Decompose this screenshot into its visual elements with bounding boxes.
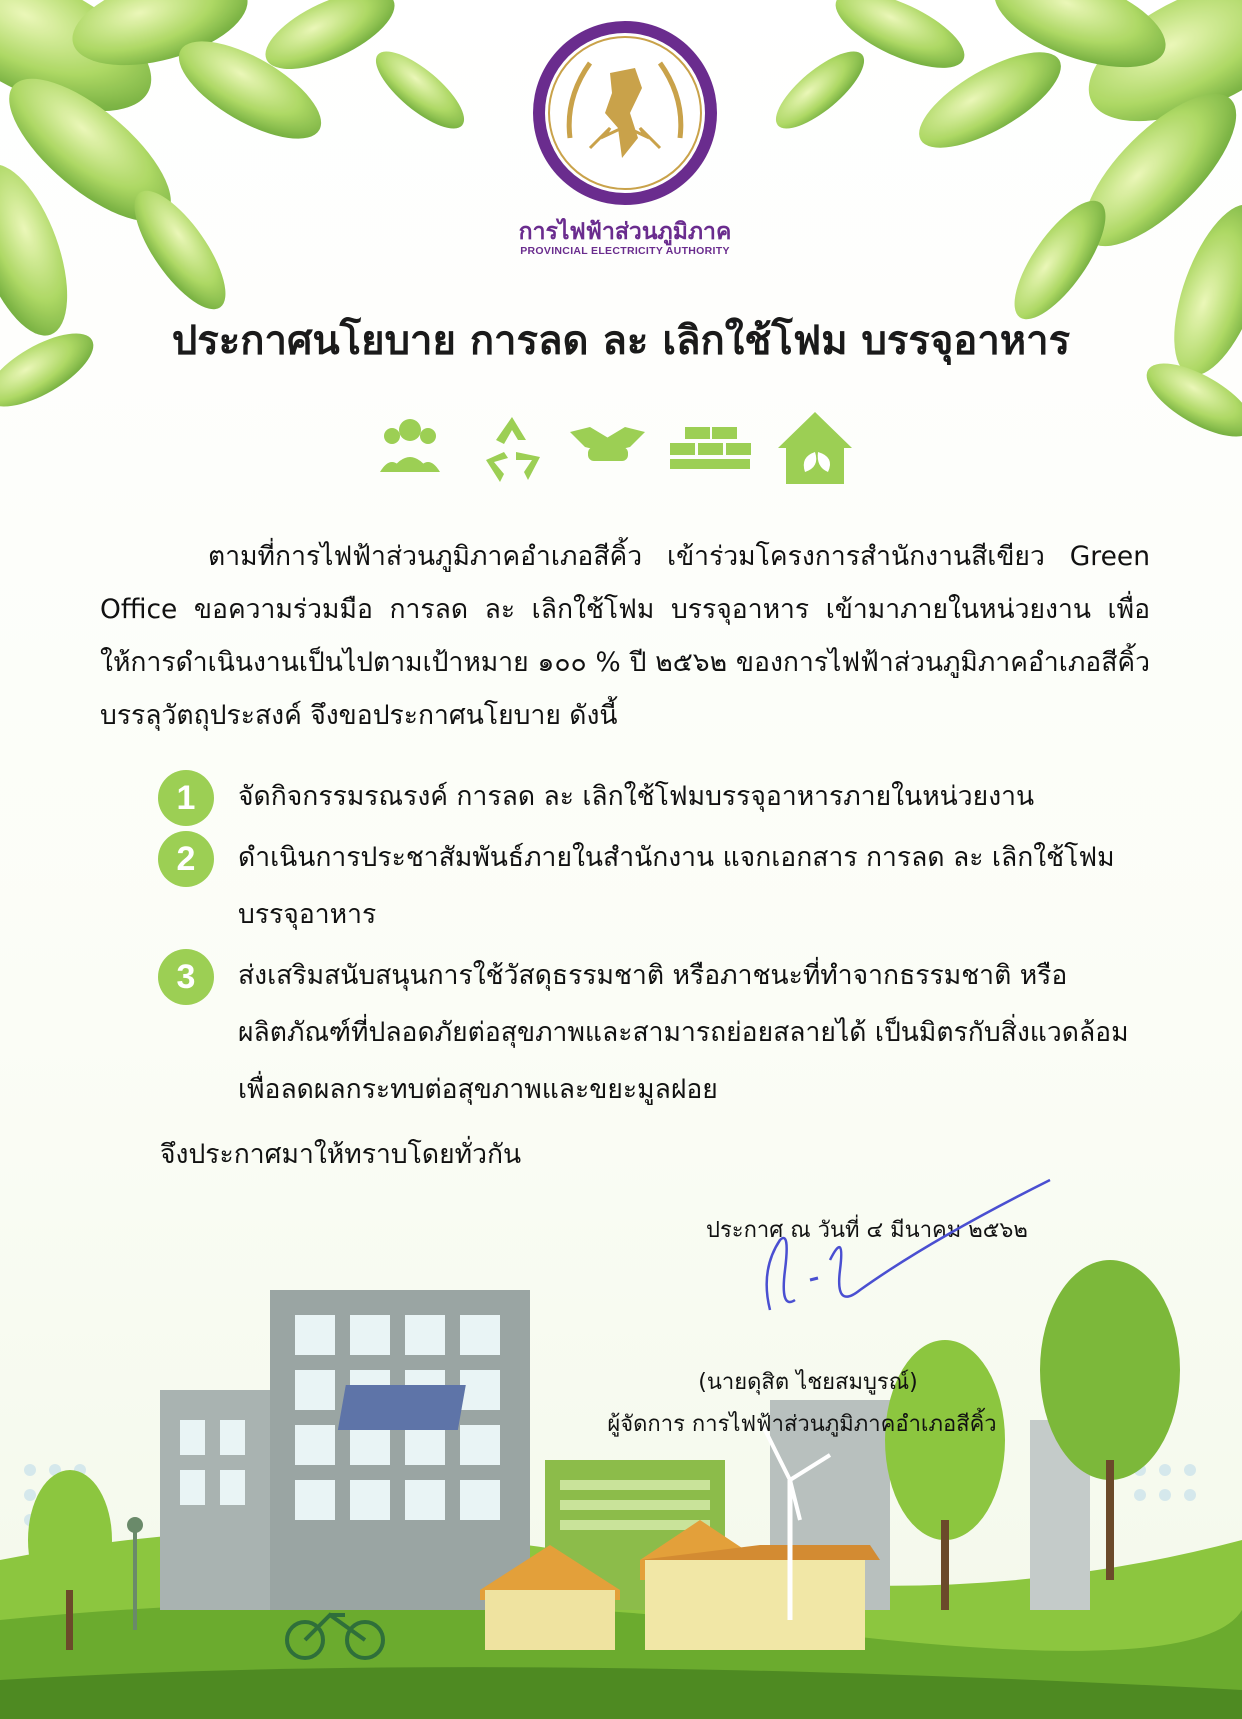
intro-paragraph bbox=[100, 530, 1150, 742]
number-badge: 3 bbox=[158, 949, 214, 1005]
number-badge: 1 bbox=[158, 770, 214, 826]
people-icon bbox=[380, 419, 440, 472]
list-item bbox=[158, 947, 1158, 1118]
list-item-text: ดำเนินการประชาสัมพันธ์ภายในสำนักงาน แจกเอกสาร การลด ละ เลิกใช้โฟมบรรจุอาหาร bbox=[238, 842, 1115, 930]
page-title: ประกาศนโยบาย การลด ละ เลิกใช้โฟม บรรจุอาหาร bbox=[171, 318, 1071, 364]
signatory-name: (นายดุสิต ไชยสมบูรณ์) bbox=[698, 1370, 918, 1395]
paragraph-text: ตามที่การไฟฟ้าส่วนภูมิภาคอำเภอสีคิ้ว เข้าร่วมโครงการสำนักงานสีเขียว Green Office ขอความร่วมมือ การลด ละ เลิกใช้โฟม บรรจุอาหาร เข้ามาภายในหน่วยงาน เพื่อให้การดำเนินงานเป็นไปตามเป้าหมาย ๑๐๐ % ปี ๒๕๖๒ ของการไฟฟ้าส่วนภูมิภาคอำเภอสีคิ้ว บรรลุวัตถุประสงค์ จึงขอประกาศนโยบาย ดังนี้ bbox=[100, 541, 1150, 731]
pea-seal-logo bbox=[530, 18, 720, 208]
list-item bbox=[158, 829, 1158, 943]
bricks-icon bbox=[670, 427, 751, 469]
eco-house-icon bbox=[778, 412, 852, 484]
org-name-th: การไฟฟ้าส่วนภูมิภาค bbox=[518, 219, 732, 245]
announcement-date: ประกาศ ณ วันที่ ๔ มีนาคม ๒๕๖๒ bbox=[706, 1218, 1028, 1243]
org-name-en: PROVINCIAL ELECTRICITY AUTHORITY bbox=[520, 245, 730, 257]
policy-list bbox=[158, 768, 1158, 1122]
recycle-icon bbox=[486, 417, 540, 482]
closing-text: จึงประกาศมาให้ทราบโดยทั่วกัน bbox=[160, 1139, 522, 1170]
signatory-position: ผู้จัดการ การไฟฟ้าส่วนภูมิภาคอำเภอสีคิ้ว bbox=[607, 1412, 997, 1437]
list-item bbox=[158, 768, 1158, 825]
handshake-icon bbox=[570, 427, 645, 461]
handwritten-signature bbox=[750, 1160, 1070, 1340]
eco-icons-row bbox=[380, 412, 880, 490]
number-badge: 2 bbox=[158, 831, 214, 887]
list-item-text: ส่งเสริมสนับสนุนการใช้วัสดุธรรมชาติ หรือภาชนะที่ทำจากธรรมชาติ หรือผลิตภัณฑ์ที่ปลอดภัยต่อสุขภาพและสามารถย่อยสลายได้ เป็นมิตรกับสิ่งแวดล้อม เพื่อลดผลกระทบต่อสุขภาพและขยะมูลฝอย bbox=[238, 960, 1129, 1105]
list-item-text: จัดกิจกรรมรณรงค์ การลด ละ เลิกใช้โฟมบรรจุอาหารภายในหน่วยงาน bbox=[238, 781, 1035, 812]
